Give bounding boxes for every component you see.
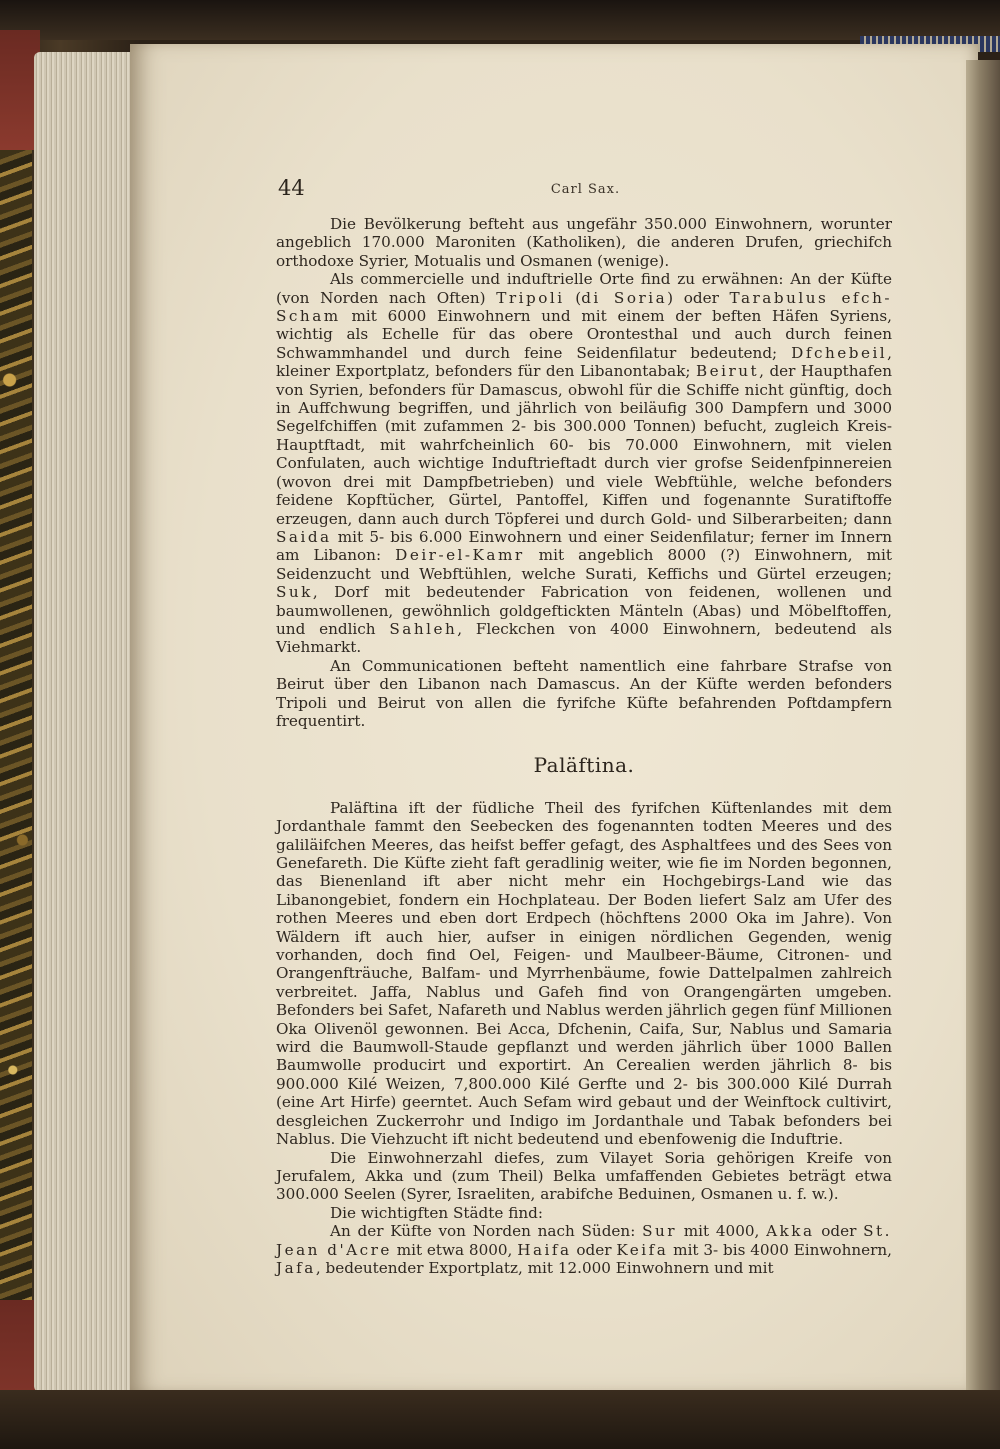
scan-top-border [0, 0, 1000, 40]
text-run: mit etwa 8000, [391, 1240, 518, 1259]
spaced-place-name: di Soria [581, 288, 668, 307]
text-run: Die Bevölkerung befteht aus ungefähr 350.000 Einwohnern, worunter angeblich 170.000 Maroniten (Katholiken), die anderen Drufen, griechifch orthodoxe Syrier, Motualis und Osmanen (wenige). [276, 215, 892, 270]
text-run: , Fleckchen von 4000 Einwohnern, bedeutend als Viehmarkt. [276, 619, 893, 657]
text-run: An der Küfte von Norden nach Süden: [330, 1222, 643, 1241]
spaced-place-name: Saida [276, 527, 332, 546]
text-run: oder [571, 1240, 617, 1259]
text-run: Paläftina ift der füdliche Theil des fyrifchen Küftenlandes mit dem Jordanthale fammt den Seebecken des fogenannten todten Meeres und des galiläifchen Meeres, das heifst beffer gefagt, des Asphaltfees und des Sees von Genefareth. Die Küfte zieht faft geradlinig weiter, wie fie im Norden begonnen, das Bienenland ift aber nicht mehr ein Hochgebirgs-Land wie das Libanongebiet, fondern ein Hochplateau. Der Boden liefert Salz am Ufer des rothen Meeres und eben dort Erdpech (höchftens 2000 Oka im Jahre). Von Wäldern ift auch hier, aufser in einigen nördlichen Gegenden, wenig vorhanden, doch find Oel, Feigen- und Maulbeer-Bäume, Citronen- und Orangenfträuche, Balfam- und Myrrhenbäume, fowie Dattelpalmen zahlreich verbreitet. Jaffa, Nablus und Gafeh find von Orangengärten umgeben. Befonders bei Safet, Nafareth und Nablus werden jährlich gegen fünf Millionen Oka Olivenöl gewonnen. Bei Acca, Dfchenin, Caifa, Sur, Nablus und Samaria wird die Baumwoll-Staude gepflanzt und werden jährlich über 1000 Ballen Baumwolle producirt und exportirt. An Cerealien werden jährlich 8- bis 900.000 Kilé Weizen, 7,800.000 Kilé Gerfte und 2- bis 300.000 Kilé Durrah (eine Art Hirfe) geerntet. Auch Sefam wird gebaut und der Weinftock cultivirt, desgleichen Zuckerrohr und Indigo im Jordanthale und Tabak befonders bei Nablus. Die Viehzucht ift nicht bedeutend und ebenfowenig die Induftrie. [276, 798, 892, 1149]
spaced-place-name: Jafa [276, 1258, 316, 1277]
spaced-place-name: Beirut [696, 362, 760, 381]
text-run: ) oder [667, 288, 730, 307]
spaced-place-name: St. Jean d'Acre [276, 1222, 892, 1259]
marbled-endpaper [0, 150, 32, 1300]
scan-bottom-border [0, 1390, 1000, 1449]
paragraph [276, 657, 892, 731]
spaced-place-name: Deir-el-Kamr [395, 546, 525, 565]
text-run: mit angeblich 8000 (?) Einwohnern, mit Seidenzucht und Webftühlen, welche Surati, Keffichs und Gürtel erzeugen; [276, 546, 892, 583]
paragraph [276, 799, 892, 1149]
text-run: mit 4000, [677, 1222, 767, 1241]
facing-page-edge [966, 60, 1000, 1390]
paragraph [276, 270, 892, 657]
spaced-place-name: Tripoli [496, 288, 565, 307]
text-run: , kleiner Exportplatz, befonders für den Libanontabak; [276, 343, 892, 381]
text-block-syria [276, 215, 892, 730]
text-block-palestine [276, 799, 892, 1278]
paragraph [276, 1222, 892, 1277]
running-title: Carl Sax. [550, 182, 621, 197]
spaced-place-name: Suk [276, 583, 313, 602]
text-run: mit 6000 Einwohnern und mit einem der beften Häfen Syriens, wichtig als Echelle für das obere Orontesthal und auch durch feinen Schwammhandel und durch feine Seidenfilatur bedeutend; [276, 307, 892, 362]
running-head [278, 176, 893, 206]
spaced-place-name: Akka [766, 1222, 815, 1241]
page-stack-edge [34, 52, 134, 1392]
text-run: mit 3- bis 4000 Einwohnern, [668, 1240, 892, 1259]
spaced-place-name: Tarabulus efch-Scham [276, 288, 892, 326]
text-run: oder [814, 1222, 864, 1241]
text-run: Als commercielle und induftrielle Orte find zu erwähnen: An der Küfte (von Norden nach Often) [276, 270, 892, 307]
spaced-place-name: Sur [642, 1222, 678, 1241]
text-run: Die Einwohnerzahl diefes, zum Vilayet Soria gehörigen Kreife von Jerufalem, Akka und (zum Theil) Belka umfaffenden Gebietes beträgt etwa 300.000 Seelen (Syrer, Israeliten, arabifche Beduinen, Osmanen u. f. w.). [276, 1148, 892, 1204]
text-run: An Communicationen befteht namentlich eine fahrbare Strafse von Beirut über den Libanon nach Damascus. An der Küfte werden befonders Tripoli und Beirut von allen die fyrifche Küfte befahrenden Poftdampfern frequentirt. [276, 656, 892, 730]
spaced-place-name: Keifa [616, 1240, 669, 1259]
text-run: , bedeutender Exportplatz, mit 12.000 Einwohnern und mit [315, 1258, 774, 1277]
spaced-place-name: Haifa [517, 1240, 572, 1259]
page-number: 44 [278, 176, 305, 200]
section-heading: Paläftina. [533, 753, 635, 778]
text-run: Die wichtigften Städte find: [330, 1203, 543, 1222]
paragraph [276, 215, 892, 270]
text-run: mit 5- bis 6.000 Einwohnern und einer Seidenfilatur; ferner im Innern am Libanon: [276, 527, 892, 565]
spaced-place-name: Dfchebeil [791, 343, 888, 362]
text-run: ( [564, 288, 582, 307]
paragraph [276, 1149, 892, 1204]
body-text [276, 215, 892, 1277]
text-run: , Dorf mit bedeutender Fabrication von feidenen, wollenen und baumwollenen, gewöhnlich goldgeftickten Mänteln (Abas) und Möbelftoffen, und endlich [276, 583, 892, 638]
text-run: , der Haupthafen von Syrien, befonders für Damascus, obwohl für die Schiffe nicht günftig, doch in Auffchwung begriffen, und jährlich von beiläufig 300 Dampfern und 3000 Segelfchiffen (mit zufammen 2- bis 300.000 Tonnen) befucht, zugleich Kreis-Hauptftadt, mit wahrfcheinlich 60- bis 70.000 Einwohnern, mit vielen Confulaten, auch wichtige Induftrieftadt durch vier grofse Seidenfpinnereien (wovon drei mit Dampfbetrieben) und viele Webftühle, welche befonders feidene Kopftücher, Gürtel, Pantoffel, Kiffen und fogenannte Suratiftoffe erzeugen, dann auch durch Töpferei und durch Gold- und Silberarbeiten; dann [276, 362, 893, 528]
spaced-place-name: Sahleh [389, 619, 458, 638]
paragraph [276, 1204, 892, 1222]
